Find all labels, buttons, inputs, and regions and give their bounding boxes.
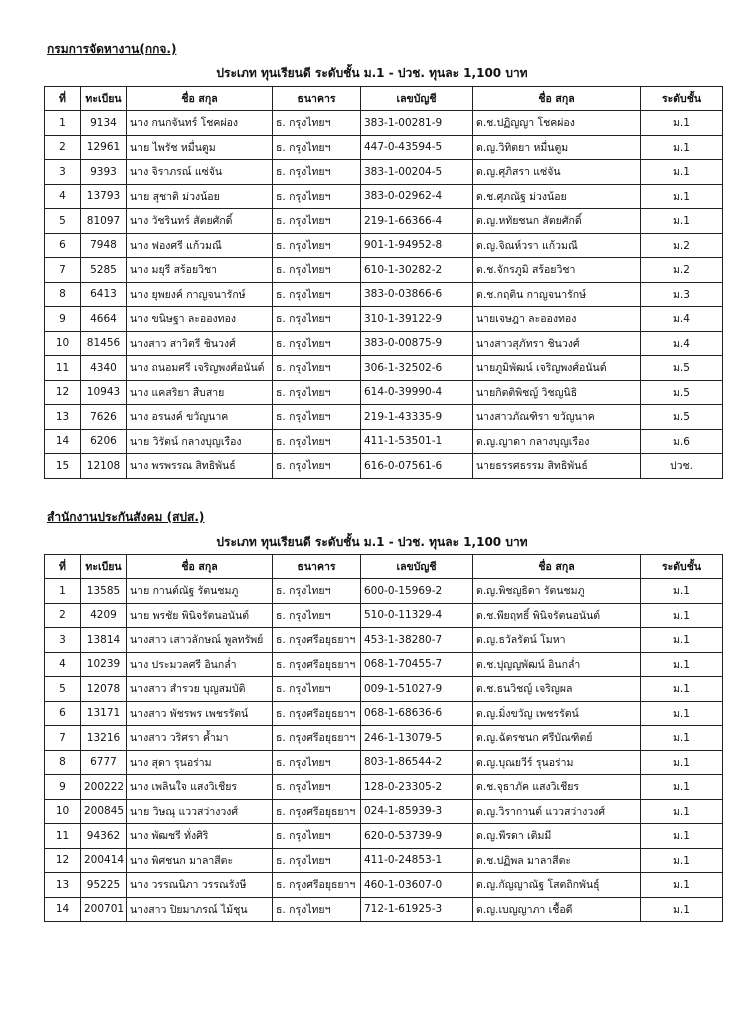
cell-bank-name: ธ. กรุงไทยฯ (273, 160, 361, 185)
column-header-row-number: ที่ (45, 87, 81, 111)
table-header-row (45, 87, 723, 111)
cell-account-number: 383-0-03866-6 (361, 282, 473, 307)
cell-registration-no: 200222 (81, 775, 127, 800)
cell-bank-name: ธ. กรุงไทยฯ (273, 897, 361, 922)
cell-grade-level: ม.1 (641, 628, 723, 653)
cell-bank-name: ธ. กรุงศรีอยุธยาฯ (273, 652, 361, 677)
column-header-registration-no: ทะเบียน (81, 555, 127, 579)
cell-account-number: 024-1-85939-3 (361, 799, 473, 824)
cell-account-number: 411-1-53501-1 (361, 429, 473, 454)
cell-student-name: ด.ช.ปุญญพัฒน์ อินกล่ำ (473, 652, 641, 677)
cell-grade-level: ม.1 (641, 701, 723, 726)
cell-applicant-name: นาง พรพรรณ สิทธิพันธ์ (127, 454, 273, 479)
cell-grade-level: ม.1 (641, 726, 723, 751)
cell-account-number: 383-0-00875-9 (361, 331, 473, 356)
cell-row-number: 11 (45, 356, 81, 381)
cell-registration-no: 200701 (81, 897, 127, 922)
table-body (45, 111, 723, 479)
cell-grade-level: ม.2 (641, 258, 723, 283)
table-row (45, 603, 723, 628)
cell-grade-level: ปวช. (641, 454, 723, 479)
cell-registration-no: 4340 (81, 356, 127, 381)
cell-bank-name: ธ. กรุงไทยฯ (273, 775, 361, 800)
cell-applicant-name: นาง วัชรินทร์ สัตยศักดิ์ (127, 209, 273, 234)
table-row (45, 258, 723, 283)
cell-account-number: 068-1-70455-7 (361, 652, 473, 677)
cell-row-number: 3 (45, 160, 81, 185)
table-row (45, 209, 723, 234)
cell-account-number: 616-0-07561-6 (361, 454, 473, 479)
cell-applicant-name: นาย สุชาติ ม่วงน้อย (127, 184, 273, 209)
cell-registration-no: 81456 (81, 331, 127, 356)
cell-student-name: ด.ญ.ศุภิสรา แซ่จัน (473, 160, 641, 185)
cell-student-name: ด.ญ.ญาดา กลางบุญเรือง (473, 429, 641, 454)
column-header-row-number: ที่ (45, 555, 81, 579)
cell-registration-no: 13814 (81, 628, 127, 653)
cell-bank-name: ธ. กรุงไทยฯ (273, 233, 361, 258)
cell-registration-no: 10239 (81, 652, 127, 677)
cell-row-number: 5 (45, 209, 81, 234)
cell-applicant-name: นางสาว วริศรา ค้ำมา (127, 726, 273, 751)
cell-registration-no: 10943 (81, 380, 127, 405)
cell-applicant-name: นาง อรนงค์ ขวัญนาค (127, 405, 273, 430)
table-row (45, 873, 723, 898)
cell-student-name: ด.ช.ปฏิญญา โชคผ่อง (473, 111, 641, 136)
cell-bank-name: ธ. กรุงไทยฯ (273, 184, 361, 209)
cell-row-number: 4 (45, 184, 81, 209)
cell-bank-name: ธ. กรุงศรีอยุธยาฯ (273, 628, 361, 653)
cell-registration-no: 95225 (81, 873, 127, 898)
cell-student-name: นางสาวภัณฑิรา ขวัญนาค (473, 405, 641, 430)
cell-grade-level: ม.5 (641, 405, 723, 430)
cell-grade-level: ม.6 (641, 429, 723, 454)
cell-account-number: 246-1-13079-5 (361, 726, 473, 751)
table-row (45, 628, 723, 653)
cell-registration-no: 12961 (81, 135, 127, 160)
table-row (45, 380, 723, 405)
column-header-registration-no: ทะเบียน (81, 87, 127, 111)
cell-row-number: 8 (45, 282, 81, 307)
cell-applicant-name: นาย ไพรัช หมื่นตูม (127, 135, 273, 160)
cell-registration-no: 13793 (81, 184, 127, 209)
cell-grade-level: ม.5 (641, 380, 723, 405)
section-title-dole: กรมการจัดหางาน(กกจ.) (47, 42, 177, 56)
table-row (45, 579, 723, 604)
cell-bank-name: ธ. กรุงไทยฯ (273, 209, 361, 234)
cell-bank-name: ธ. กรุงไทยฯ (273, 282, 361, 307)
cell-applicant-name: นาง ประมวลศรี อินกล่ำ (127, 652, 273, 677)
cell-bank-name: ธ. กรุงไทยฯ (273, 429, 361, 454)
cell-account-number: 310-1-39122-9 (361, 307, 473, 332)
cell-registration-no: 13171 (81, 701, 127, 726)
cell-student-name: ด.ญ.บุณยวีร์ รุนอร่าม (473, 750, 641, 775)
table-row (45, 429, 723, 454)
table-row (45, 282, 723, 307)
cell-grade-level: ม.1 (641, 897, 723, 922)
cell-bank-name: ธ. กรุงไทยฯ (273, 135, 361, 160)
cell-applicant-name: นาง จิราภรณ์ แซ่จัน (127, 160, 273, 185)
section-subtitle-sso: ประเภท ทุนเรียนดี ระดับชั้น ม.1 - ปวช. ทุนละ 1,100 บาท (216, 535, 528, 549)
cell-bank-name: ธ. กรุงไทยฯ (273, 111, 361, 136)
cell-account-number: 068-1-68636-6 (361, 701, 473, 726)
cell-applicant-name: นาย วิรัตน์ กลางบุญเรือง (127, 429, 273, 454)
cell-row-number: 13 (45, 873, 81, 898)
cell-row-number: 13 (45, 405, 81, 430)
cell-row-number: 9 (45, 307, 81, 332)
cell-registration-no: 12108 (81, 454, 127, 479)
cell-registration-no: 200845 (81, 799, 127, 824)
table-body (45, 579, 723, 922)
cell-registration-no: 7948 (81, 233, 127, 258)
cell-grade-level: ม.1 (641, 579, 723, 604)
cell-registration-no: 6413 (81, 282, 127, 307)
cell-account-number: 610-1-30282-2 (361, 258, 473, 283)
cell-student-name: นางสาวสุภัทรา ชินวงศ์ (473, 331, 641, 356)
cell-bank-name: ธ. กรุงไทยฯ (273, 824, 361, 849)
cell-student-name: ด.ช.พียฤทธิ์ พินิจรัตนอนันต์ (473, 603, 641, 628)
cell-bank-name: ธ. กรุงไทยฯ (273, 380, 361, 405)
cell-student-name: ด.ญ.ฉัตรชนก ศรีบัณฑิตย์ (473, 726, 641, 751)
column-header-applicant-name: ชื่อ สกุล (127, 555, 273, 579)
cell-registration-no: 9393 (81, 160, 127, 185)
cell-bank-name: ธ. กรุงไทยฯ (273, 603, 361, 628)
cell-applicant-name: นาง วรรณนิภา วรรณรังษี (127, 873, 273, 898)
cell-grade-level: ม.1 (641, 184, 723, 209)
cell-row-number: 7 (45, 726, 81, 751)
table-row (45, 824, 723, 849)
cell-student-name: ด.ญ.เบญญาภา เชื้อดี (473, 897, 641, 922)
cell-student-name: ด.ญ.พีรดา เติมมี (473, 824, 641, 849)
cell-row-number: 12 (45, 380, 81, 405)
cell-account-number: 600-0-15969-2 (361, 579, 473, 604)
cell-grade-level: ม.1 (641, 824, 723, 849)
scholarship-table-sso (44, 554, 723, 922)
cell-student-name: ด.ช.กฤติน กาญจนารักษ์ (473, 282, 641, 307)
cell-row-number: 15 (45, 454, 81, 479)
column-header-bank-name: ธนาคาร (273, 555, 361, 579)
table-row (45, 652, 723, 677)
cell-row-number: 12 (45, 848, 81, 873)
cell-registration-no: 4664 (81, 307, 127, 332)
table-row (45, 135, 723, 160)
cell-applicant-name: นาง เพลินใจ แสงวิเชียร (127, 775, 273, 800)
cell-account-number: 383-0-02962-4 (361, 184, 473, 209)
cell-student-name: ด.ญ.พิชญธิดา รัตนชมภู (473, 579, 641, 604)
cell-account-number: 219-1-43335-9 (361, 405, 473, 430)
cell-student-name: ด.ญ.วิทิตยา หมื่นตูม (473, 135, 641, 160)
cell-account-number: 614-0-39990-4 (361, 380, 473, 405)
cell-registration-no: 6206 (81, 429, 127, 454)
cell-row-number: 14 (45, 897, 81, 922)
column-header-student-name: ชื่อ สกุล (473, 87, 641, 111)
cell-applicant-name: นาง สุดา รุนอร่าม (127, 750, 273, 775)
cell-applicant-name: นาง มยุรี สร้อยวิชา (127, 258, 273, 283)
cell-bank-name: ธ. กรุงไทยฯ (273, 677, 361, 702)
cell-registration-no: 94362 (81, 824, 127, 849)
cell-student-name: ด.ช.จักรภูมิ สร้อยวิชา (473, 258, 641, 283)
cell-bank-name: ธ. กรุงไทยฯ (273, 258, 361, 283)
cell-account-number: 447-0-43594-5 (361, 135, 473, 160)
cell-account-number: 128-0-23305-2 (361, 775, 473, 800)
cell-grade-level: ม.1 (641, 799, 723, 824)
cell-registration-no: 5285 (81, 258, 127, 283)
cell-bank-name: ธ. กรุงไทยฯ (273, 307, 361, 332)
cell-account-number: 620-0-53739-9 (361, 824, 473, 849)
cell-account-number: 383-1-00204-5 (361, 160, 473, 185)
cell-applicant-name: นางสาว พัชรพร เพชรรัตน์ (127, 701, 273, 726)
cell-bank-name: ธ. กรุงไทยฯ (273, 579, 361, 604)
cell-applicant-name: นาย พรชัย พินิจรัตนอนันต์ (127, 603, 273, 628)
table-row (45, 848, 723, 873)
cell-row-number: 7 (45, 258, 81, 283)
table-row (45, 750, 723, 775)
column-header-bank-name: ธนาคาร (273, 87, 361, 111)
cell-registration-no: 12078 (81, 677, 127, 702)
column-header-applicant-name: ชื่อ สกุล (127, 87, 273, 111)
cell-student-name: ด.ญ.จิณห์วรา แก้วมณี (473, 233, 641, 258)
table-row (45, 184, 723, 209)
cell-account-number: 803-1-86544-2 (361, 750, 473, 775)
cell-account-number: 510-0-11329-4 (361, 603, 473, 628)
cell-bank-name: ธ. กรุงไทยฯ (273, 405, 361, 430)
cell-applicant-name: นาง ขนิษฐา ละอองทอง (127, 307, 273, 332)
cell-registration-no: 4209 (81, 603, 127, 628)
cell-grade-level: ม.1 (641, 603, 723, 628)
cell-row-number: 6 (45, 701, 81, 726)
cell-row-number: 2 (45, 603, 81, 628)
section-subtitle-dole: ประเภท ทุนเรียนดี ระดับชั้น ม.1 - ปวช. ทุนละ 1,100 บาท (216, 66, 528, 80)
cell-grade-level: ม.1 (641, 652, 723, 677)
cell-student-name: ด.ช.ศุภณัฐ ม่วงน้อย (473, 184, 641, 209)
cell-row-number: 1 (45, 111, 81, 136)
cell-grade-level: ม.1 (641, 677, 723, 702)
cell-account-number: 712-1-61925-3 (361, 897, 473, 922)
cell-account-number: 453-1-38280-7 (361, 628, 473, 653)
cell-grade-level: ม.5 (641, 356, 723, 381)
cell-grade-level: ม.1 (641, 209, 723, 234)
cell-grade-level: ม.3 (641, 282, 723, 307)
cell-account-number: 306-1-32502-6 (361, 356, 473, 381)
cell-row-number: 6 (45, 233, 81, 258)
table-row (45, 331, 723, 356)
cell-row-number: 9 (45, 775, 81, 800)
cell-grade-level: ม.4 (641, 307, 723, 332)
cell-applicant-name: นาย วิษณุ แววสว่างวงศ์ (127, 799, 273, 824)
cell-registration-no: 7626 (81, 405, 127, 430)
column-header-account-number: เลขบัญชี (361, 87, 473, 111)
cell-applicant-name: นาง ยุพยงค์ กาญจนารักษ์ (127, 282, 273, 307)
cell-grade-level: ม.1 (641, 750, 723, 775)
cell-row-number: 8 (45, 750, 81, 775)
cell-registration-no: 6777 (81, 750, 127, 775)
cell-account-number: 411-0-24853-1 (361, 848, 473, 873)
cell-bank-name: ธ. กรุงศรีอยุธยาฯ (273, 873, 361, 898)
cell-bank-name: ธ. กรุงศรีอยุธยาฯ (273, 726, 361, 751)
table-row (45, 677, 723, 702)
cell-row-number: 14 (45, 429, 81, 454)
table-row (45, 405, 723, 430)
scholarship-table-dole (44, 86, 723, 479)
cell-account-number: 219-1-66366-4 (361, 209, 473, 234)
table-row (45, 897, 723, 922)
cell-registration-no: 81097 (81, 209, 127, 234)
cell-registration-no: 13216 (81, 726, 127, 751)
cell-account-number: 901-1-94952-8 (361, 233, 473, 258)
table-row (45, 799, 723, 824)
cell-student-name: ด.ช.จุธาภัค แสงวิเชียร (473, 775, 641, 800)
cell-student-name: ด.ญ.กัญญาณัฐ โสตถิกพันธุ์ (473, 873, 641, 898)
cell-applicant-name: นางสาว สำรวย บุญสมบัติ (127, 677, 273, 702)
cell-applicant-name: นางสาว ปิยมาภรณ์ ไม้ชุน (127, 897, 273, 922)
cell-student-name: นายธรรศธรรม สิทธิพันธ์ (473, 454, 641, 479)
cell-row-number: 5 (45, 677, 81, 702)
cell-student-name: นายภูมิพัฒน์ เจริญพงศ์อนันต์ (473, 356, 641, 381)
cell-row-number: 10 (45, 799, 81, 824)
cell-grade-level: ม.1 (641, 873, 723, 898)
cell-applicant-name: นาง แคสริยา สืบสาย (127, 380, 273, 405)
cell-account-number: 383-1-00281-9 (361, 111, 473, 136)
cell-applicant-name: นาย กานต์ณัฐ รัตนชมภู (127, 579, 273, 604)
table-row (45, 775, 723, 800)
cell-registration-no: 9134 (81, 111, 127, 136)
cell-account-number: 009-1-51027-9 (361, 677, 473, 702)
cell-account-number: 460-1-03607-0 (361, 873, 473, 898)
cell-registration-no: 200414 (81, 848, 127, 873)
cell-student-name: นายกิตติพิชญ์ วิชญนิธิ (473, 380, 641, 405)
table-row (45, 111, 723, 136)
cell-student-name: ด.ญ.มิ่งขวัญ เพชรรัตน์ (473, 701, 641, 726)
cell-student-name: นายเจษฎา ละอองทอง (473, 307, 641, 332)
cell-student-name: ด.ช.ธนวิชญ์ เจริญผล (473, 677, 641, 702)
cell-applicant-name: นางสาว สาวิตรี ชินวงศ์ (127, 331, 273, 356)
cell-bank-name: ธ. กรุงไทยฯ (273, 356, 361, 381)
cell-applicant-name: นางสาว เสาวลักษณ์ พูลทรัพย์ (127, 628, 273, 653)
cell-row-number: 4 (45, 652, 81, 677)
column-header-account-number: เลขบัญชี (361, 555, 473, 579)
cell-applicant-name: นาง กนกจันทร์ โชคผ่อง (127, 111, 273, 136)
cell-grade-level: ม.1 (641, 160, 723, 185)
cell-grade-level: ม.1 (641, 775, 723, 800)
table-row (45, 454, 723, 479)
cell-applicant-name: นาง ฟองศรี แก้วมณี (127, 233, 273, 258)
cell-grade-level: ม.2 (641, 233, 723, 258)
cell-bank-name: ธ. กรุงไทยฯ (273, 750, 361, 775)
table-row (45, 726, 723, 751)
table-row (45, 356, 723, 381)
cell-applicant-name: นาง พัฒชรี ทั่งศิริ (127, 824, 273, 849)
table-row (45, 307, 723, 332)
table-row (45, 701, 723, 726)
table-header-row (45, 555, 723, 579)
cell-bank-name: ธ. กรุงไทยฯ (273, 454, 361, 479)
cell-registration-no: 13585 (81, 579, 127, 604)
table-row (45, 160, 723, 185)
cell-applicant-name: นาง พิศชนก มาลาสีตะ (127, 848, 273, 873)
cell-applicant-name: นาง ถนอมศรี เจริญพงศ์อนันต์ (127, 356, 273, 381)
cell-row-number: 11 (45, 824, 81, 849)
cell-grade-level: ม.1 (641, 848, 723, 873)
cell-bank-name: ธ. กรุงศรีอยุธยาฯ (273, 799, 361, 824)
cell-student-name: ด.ญ.หทัยชนก สัตยศักดิ์ (473, 209, 641, 234)
cell-row-number: 10 (45, 331, 81, 356)
cell-student-name: ด.ช.ปฏิพล มาลาสีตะ (473, 848, 641, 873)
column-header-grade-level: ระดับชั้น (641, 555, 723, 579)
cell-student-name: ด.ญ.ธวัลรัตน์ โมหา (473, 628, 641, 653)
table-row (45, 233, 723, 258)
cell-row-number: 1 (45, 579, 81, 604)
cell-row-number: 2 (45, 135, 81, 160)
cell-grade-level: ม.1 (641, 111, 723, 136)
section-title-sso: สำนักงานประกันสังคม (สปส.) (47, 510, 205, 524)
column-header-student-name: ชื่อ สกุล (473, 555, 641, 579)
cell-bank-name: ธ. กรุงไทยฯ (273, 848, 361, 873)
column-header-grade-level: ระดับชั้น (641, 87, 723, 111)
cell-bank-name: ธ. กรุงไทยฯ (273, 331, 361, 356)
cell-bank-name: ธ. กรุงศรีอยุธยาฯ (273, 701, 361, 726)
cell-grade-level: ม.4 (641, 331, 723, 356)
cell-student-name: ด.ญ.วิรากานต์ แววสว่างวงศ์ (473, 799, 641, 824)
cell-grade-level: ม.1 (641, 135, 723, 160)
cell-row-number: 3 (45, 628, 81, 653)
